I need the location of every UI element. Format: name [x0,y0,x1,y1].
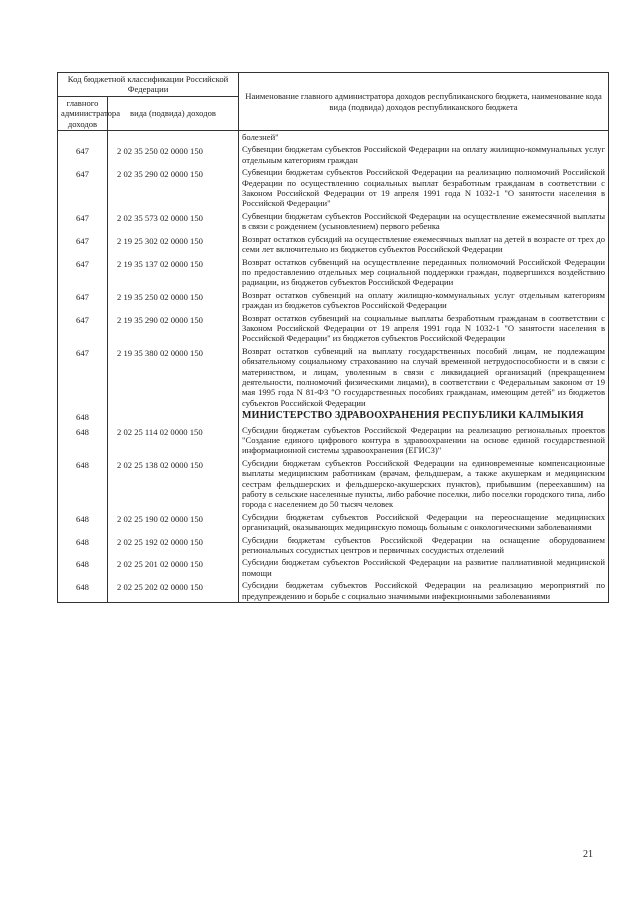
table-row [58,345,609,409]
header-code-column: вида (подвида) доходов [108,96,239,130]
admin-code-cell: 648 [58,424,108,457]
admin-code-cell: 648 [58,579,108,602]
admin-code-cell: 647 [58,233,108,256]
admin-code-cell: 647 [58,289,108,312]
income-code-cell [108,131,239,144]
header-kbk-group: Код бюджетной классификации Российской Федерации [58,73,239,97]
admin-code-cell: 647 [58,210,108,233]
header-admin-column: главного администратора доходов [58,96,108,130]
section-row [58,409,609,423]
admin-code-cell: 647 [58,256,108,289]
admin-code-cell [58,131,108,144]
admin-code-cell: 648 [58,534,108,557]
income-code-cell: 2 02 25 114 02 0000 150 [108,424,239,457]
table-row [58,579,609,602]
income-name-cell: Субсидии бюджетам субъектов Российской Федерации на оснащение оборудованием региональных сосудистых центров и первичных сосудистых отделений [239,534,609,557]
income-code-cell: 2 19 35 250 02 0000 150 [108,289,239,312]
income-code-cell: 2 19 35 380 02 0000 150 [108,345,239,409]
income-name-cell: Возврат остатков субвенций на оплату жилищно-коммунальных услуг отдельным категориям граждан из бюджетов субъектов Российской Федерации [239,289,609,312]
admin-code-cell: 647 [58,312,108,345]
table-row [58,131,609,144]
income-name-cell: Возврат остатков субвенций на осуществление переданных полномочий Российской Федерации по предоставлению отдельных мер социальной поддержки граждан, подвергшихся воздействию радиации, из бюджетов субъектов Российской Федерации [239,256,609,289]
income-name-cell: Субсидии бюджетам субъектов Российской Федерации на реализацию региональных проектов "Создание единого цифрового контура в здравоохранении на основе единой государственной информационной системы здравоохранения (ЕГИСЗ)" [239,424,609,457]
income-name-cell: Возврат остатков субвенций на социальные выплаты безработным гражданам в соответствии с Законом Российской Федерации от 19 апреля 1991 года N 1032-1 "О занятости населения в Российской Федерации" из бюджетов субъектов Российской Федерации [239,312,609,345]
income-name-cell: Субвенции бюджетам субъектов Российской Федерации на осуществление ежемесячной выплаты в связи с рождением (усыновлением) первого ребенка [239,210,609,233]
income-name-cell: Субвенции бюджетам субъектов Российской Федерации на реализацию полномочий Российской Федерации по осуществлению социальных выплат безработным гражданам в соответствии с Законом Российской Федерации от 19 апреля 1991 года N 1032-1 "О занятости населения в Российской Федерации" [239,166,609,210]
income-name-cell: болезней" [239,131,609,144]
table-row [58,534,609,557]
table-header [58,73,609,131]
income-code-cell: 2 02 35 290 02 0000 150 [108,166,239,210]
income-code-cell: 2 02 25 190 02 0000 150 [108,511,239,534]
income-name-cell: Субсидии бюджетам субъектов Российской Федерации на переоснащение медицинских организаций, оказывающих медицинскую помощь больным с онкологическими заболеваниями [239,511,609,534]
table-body [58,131,609,603]
income-name-cell: Возврат остатков субвенций на выплату государственных пособий лицам, не подлежащим обязательному социальному страхованию на случай временной нетрудоспособности и в связи с материнством, и лицам, уволенным в связи с ликвидацией организаций (прекращением деятельности, полномочий физическими лицами), в соответствии с Федеральным законом от 19 мая 1995 года N 81-ФЗ "О государственных пособиях гражданам, имеющим детей" из бюджетов субъектов Российской Федерации [239,345,609,409]
table-row [58,511,609,534]
ministry-title: МИНИСТЕРСТВО ЗДРАВООХРАНЕНИЯ РЕСПУБЛИКИ КАЛМЫКИЯ [242,410,584,422]
table-row [58,556,609,579]
table-row [58,312,609,345]
admin-code-cell: 648 [58,511,108,534]
income-name-cell: Субсидии бюджетам субъектов Российской Федерации на единовременные компенсационные выплаты медицинским работникам (врачам, фельдшерам, а также акушеркам и медицинским сестрам фельдшерских и фельдшерско-акушерских пунктов), прибывшим (переехавшим) на работу в сельские населенные пункты, либо рабочие поселки, либо поселки городского типа, либо города с населением до 50 тысяч человек [239,457,609,511]
admin-code-cell: 648 [58,409,108,423]
admin-code-cell: 647 [58,345,108,409]
table-row [58,289,609,312]
income-code-cell [108,409,239,423]
income-name-cell [239,409,609,423]
table-row [58,256,609,289]
admin-code-cell: 647 [58,143,108,166]
page-number: 21 [583,849,593,860]
header-name-column: Наименование главного администратора доходов республиканского бюджета, наименование кода вида (подвида) доходов республиканского бюджета [239,73,609,131]
income-code-cell: 2 02 25 192 02 0000 150 [108,534,239,557]
income-code-cell: 2 19 35 290 02 0000 150 [108,312,239,345]
income-name-cell: Возврат остатков субсидий на осуществление ежемесячных выплат на детей в возрасте от трех до семи лет включительно из бюджетов субъектов Российской Федерации [239,233,609,256]
admin-code-cell: 648 [58,457,108,511]
table-row [58,166,609,210]
table-row [58,143,609,166]
income-code-cell: 2 19 35 137 02 0000 150 [108,256,239,289]
budget-codes-table [57,72,609,603]
income-code-cell: 2 19 25 302 02 0000 150 [108,233,239,256]
table-row [58,210,609,233]
admin-code-cell: 648 [58,556,108,579]
admin-code-cell: 647 [58,166,108,210]
table-row [58,233,609,256]
income-name-cell: Субсидии бюджетам субъектов Российской Федерации на реализацию мероприятий по предупреждению и борьбе с социально значимыми инфекционными заболеваниями [239,579,609,602]
income-name-cell: Субсидии бюджетам субъектов Российской Федерации на развитие паллиативной медицинской помощи [239,556,609,579]
table-row [58,457,609,511]
income-code-cell: 2 02 35 250 02 0000 150 [108,143,239,166]
income-code-cell: 2 02 25 201 02 0000 150 [108,556,239,579]
income-name-cell: Субвенции бюджетам субъектов Российской Федерации на оплату жилищно-коммунальных услуг отдельным категориям граждан [239,143,609,166]
table-row [58,424,609,457]
income-code-cell: 2 02 35 573 02 0000 150 [108,210,239,233]
income-code-cell: 2 02 25 202 02 0000 150 [108,579,239,602]
income-code-cell: 2 02 25 138 02 0000 150 [108,457,239,511]
